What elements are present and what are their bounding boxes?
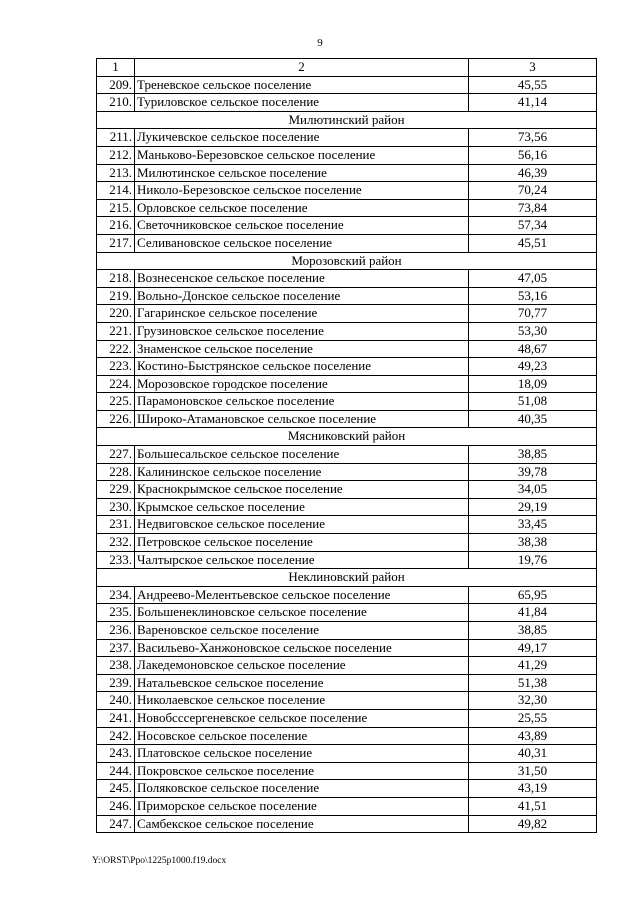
district-name: Мясниковский район <box>97 428 597 446</box>
settlement-value: 43,19 <box>469 780 597 798</box>
table-row <box>97 322 597 340</box>
row-number: 218. <box>97 270 135 288</box>
row-number: 221. <box>97 322 135 340</box>
settlement-name: Вольно-Донское сельское поселение <box>135 287 469 305</box>
settlement-name: Лакедемоновское сельское поселение <box>135 657 469 675</box>
settlement-name: Светочниковское сельское поселение <box>135 217 469 235</box>
settlements-table <box>96 58 597 833</box>
table-row <box>97 745 597 763</box>
row-number: 214. <box>97 182 135 200</box>
row-number: 241. <box>97 709 135 727</box>
settlement-name: Гагаринское сельское поселение <box>135 305 469 323</box>
settlement-name: Парамоновское сельское поселение <box>135 393 469 411</box>
table-row <box>97 199 597 217</box>
settlement-value: 41,29 <box>469 657 597 675</box>
settlement-value: 43,89 <box>469 727 597 745</box>
table-row <box>97 657 597 675</box>
table-row <box>97 270 597 288</box>
table-row <box>97 410 597 428</box>
table-row <box>97 604 597 622</box>
settlement-value: 48,67 <box>469 340 597 358</box>
settlement-value: 57,34 <box>469 217 597 235</box>
table-row <box>97 463 597 481</box>
row-number: 223. <box>97 358 135 376</box>
row-number: 211. <box>97 129 135 147</box>
table-row <box>97 674 597 692</box>
settlement-name: Знаменское сельское поселение <box>135 340 469 358</box>
settlement-name: Грузиновское сельское поселение <box>135 322 469 340</box>
table-row <box>97 164 597 182</box>
row-number: 244. <box>97 762 135 780</box>
page-number: 9 <box>317 37 323 49</box>
table-row <box>97 481 597 499</box>
settlement-value: 70,24 <box>469 182 597 200</box>
settlement-value: 38,38 <box>469 534 597 552</box>
row-number: 229. <box>97 481 135 499</box>
table-row <box>97 780 597 798</box>
settlement-value: 65,95 <box>469 586 597 604</box>
table-row <box>97 446 597 464</box>
district-row <box>97 252 597 270</box>
settlement-name: Поляковское сельское поселение <box>135 780 469 798</box>
settlement-value: 53,30 <box>469 322 597 340</box>
settlement-name: Треневское сельское поселение <box>135 76 469 94</box>
row-number: 215. <box>97 199 135 217</box>
column-header-2: 2 <box>135 59 469 77</box>
column-header-3: 3 <box>469 59 597 77</box>
table-row <box>97 76 597 94</box>
settlement-name: Носовское сельское поселение <box>135 727 469 745</box>
settlement-name: Самбекское сельское поселение <box>135 815 469 833</box>
settlement-value: 49,82 <box>469 815 597 833</box>
settlement-name: Николаевское сельское поселение <box>135 692 469 710</box>
settlement-name: Натальевское сельское поселение <box>135 674 469 692</box>
settlement-name: Краснокрымское сельское поселение <box>135 481 469 499</box>
district-name: Морозовский район <box>97 252 597 270</box>
settlement-value: 38,85 <box>469 622 597 640</box>
settlement-value: 49,23 <box>469 358 597 376</box>
row-number: 246. <box>97 797 135 815</box>
settlement-name: Недвиговское сельское поселение <box>135 516 469 534</box>
settlement-value: 49,17 <box>469 639 597 657</box>
table-row <box>97 129 597 147</box>
settlement-value: 73,56 <box>469 129 597 147</box>
row-number: 236. <box>97 622 135 640</box>
row-number: 242. <box>97 727 135 745</box>
settlement-value: 53,16 <box>469 287 597 305</box>
settlement-name: Андреево-Мелентьевское сельское поселение <box>135 586 469 604</box>
settlement-name: Платовское сельское поселение <box>135 745 469 763</box>
table-row <box>97 622 597 640</box>
district-row <box>97 428 597 446</box>
settlement-name: Большенеклиновское сельское поселение <box>135 604 469 622</box>
table-row <box>97 217 597 235</box>
settlement-value: 19,76 <box>469 551 597 569</box>
table-row <box>97 287 597 305</box>
settlement-value: 47,05 <box>469 270 597 288</box>
settlement-name: Чалтырское сельское поселение <box>135 551 469 569</box>
table-row <box>97 94 597 112</box>
settlement-value: 51,08 <box>469 393 597 411</box>
settlement-value: 34,05 <box>469 481 597 499</box>
settlement-name: Селивановское сельское поселение <box>135 234 469 252</box>
row-number: 228. <box>97 463 135 481</box>
table-header-row <box>97 59 597 77</box>
row-number: 219. <box>97 287 135 305</box>
district-name: Милютинский район <box>97 111 597 129</box>
settlement-name: Николо-Березовское сельское поселение <box>135 182 469 200</box>
settlement-value: 39,78 <box>469 463 597 481</box>
table-row <box>97 709 597 727</box>
settlement-value: 18,09 <box>469 375 597 393</box>
row-number: 217. <box>97 234 135 252</box>
table-row <box>97 586 597 604</box>
settlement-value: 32,30 <box>469 692 597 710</box>
settlement-value: 41,14 <box>469 94 597 112</box>
settlement-name: Маньково-Березовское сельское поселение <box>135 146 469 164</box>
table-row <box>97 358 597 376</box>
table-row <box>97 234 597 252</box>
settlement-name: Васильево-Ханжоновское сельское поселение <box>135 639 469 657</box>
district-row <box>97 111 597 129</box>
row-number: 225. <box>97 393 135 411</box>
table-row <box>97 393 597 411</box>
row-number: 243. <box>97 745 135 763</box>
column-header-1: 1 <box>97 59 135 77</box>
settlement-value: 70,77 <box>469 305 597 323</box>
row-number: 227. <box>97 446 135 464</box>
table-row <box>97 146 597 164</box>
settlement-value: 45,51 <box>469 234 597 252</box>
table-row <box>97 639 597 657</box>
settlement-value: 41,51 <box>469 797 597 815</box>
table-row <box>97 762 597 780</box>
table-row <box>97 340 597 358</box>
settlement-name: Петровское сельское поселение <box>135 534 469 552</box>
table-row <box>97 375 597 393</box>
row-number: 231. <box>97 516 135 534</box>
row-number: 210. <box>97 94 135 112</box>
settlement-value: 40,31 <box>469 745 597 763</box>
table-row <box>97 692 597 710</box>
row-number: 212. <box>97 146 135 164</box>
settlement-name: Милютинское сельское поселение <box>135 164 469 182</box>
settlement-value: 29,19 <box>469 498 597 516</box>
row-number: 240. <box>97 692 135 710</box>
table-row <box>97 797 597 815</box>
settlement-name: Орловское сельское поселение <box>135 199 469 217</box>
table-row <box>97 516 597 534</box>
district-row <box>97 569 597 587</box>
row-number: 209. <box>97 76 135 94</box>
settlement-name: Покровское сельское поселение <box>135 762 469 780</box>
settlement-value: 73,84 <box>469 199 597 217</box>
settlement-name: Лукичевское сельское поселение <box>135 129 469 147</box>
settlement-name: Большесальское сельское поселение <box>135 446 469 464</box>
table-row <box>97 534 597 552</box>
settlement-value: 33,45 <box>469 516 597 534</box>
table-body <box>97 76 597 833</box>
settlement-value: 31,50 <box>469 762 597 780</box>
settlement-name: Вареновское сельское поселение <box>135 622 469 640</box>
row-number: 220. <box>97 305 135 323</box>
footer-file-path: Y:\ORST\Ppo\1225p1000.f19.docx <box>92 856 227 866</box>
row-number: 226. <box>97 410 135 428</box>
settlement-value: 56,16 <box>469 146 597 164</box>
settlement-value: 38,85 <box>469 446 597 464</box>
table-row <box>97 551 597 569</box>
settlement-name: Крымское сельское поселение <box>135 498 469 516</box>
row-number: 232. <box>97 534 135 552</box>
row-number: 245. <box>97 780 135 798</box>
row-number: 234. <box>97 586 135 604</box>
row-number: 237. <box>97 639 135 657</box>
settlement-name: Калининское сельское поселение <box>135 463 469 481</box>
settlement-name: Вознесенское сельское поселение <box>135 270 469 288</box>
settlement-name: Туриловское сельское поселение <box>135 94 469 112</box>
row-number: 216. <box>97 217 135 235</box>
table-row <box>97 182 597 200</box>
table-row <box>97 305 597 323</box>
table-row <box>97 498 597 516</box>
table-row <box>97 727 597 745</box>
settlement-name: Новобсссергеневское сельское поселение <box>135 709 469 727</box>
row-number: 239. <box>97 674 135 692</box>
settlement-value: 40,35 <box>469 410 597 428</box>
row-number: 238. <box>97 657 135 675</box>
row-number: 224. <box>97 375 135 393</box>
settlement-value: 46,39 <box>469 164 597 182</box>
row-number: 222. <box>97 340 135 358</box>
row-number: 247. <box>97 815 135 833</box>
settlement-value: 25,55 <box>469 709 597 727</box>
settlement-name: Морозовское городское поселение <box>135 375 469 393</box>
row-number: 213. <box>97 164 135 182</box>
district-name: Неклиновский район <box>97 569 597 587</box>
row-number: 233. <box>97 551 135 569</box>
settlement-value: 45,55 <box>469 76 597 94</box>
settlement-name: Костино-Быстрянское сельское поселение <box>135 358 469 376</box>
row-number: 235. <box>97 604 135 622</box>
settlement-name: Приморское сельское поселение <box>135 797 469 815</box>
row-number: 230. <box>97 498 135 516</box>
settlement-value: 51,38 <box>469 674 597 692</box>
settlement-name: Широко-Атамановское сельское поселение <box>135 410 469 428</box>
settlement-value: 41,84 <box>469 604 597 622</box>
table-row <box>97 815 597 833</box>
